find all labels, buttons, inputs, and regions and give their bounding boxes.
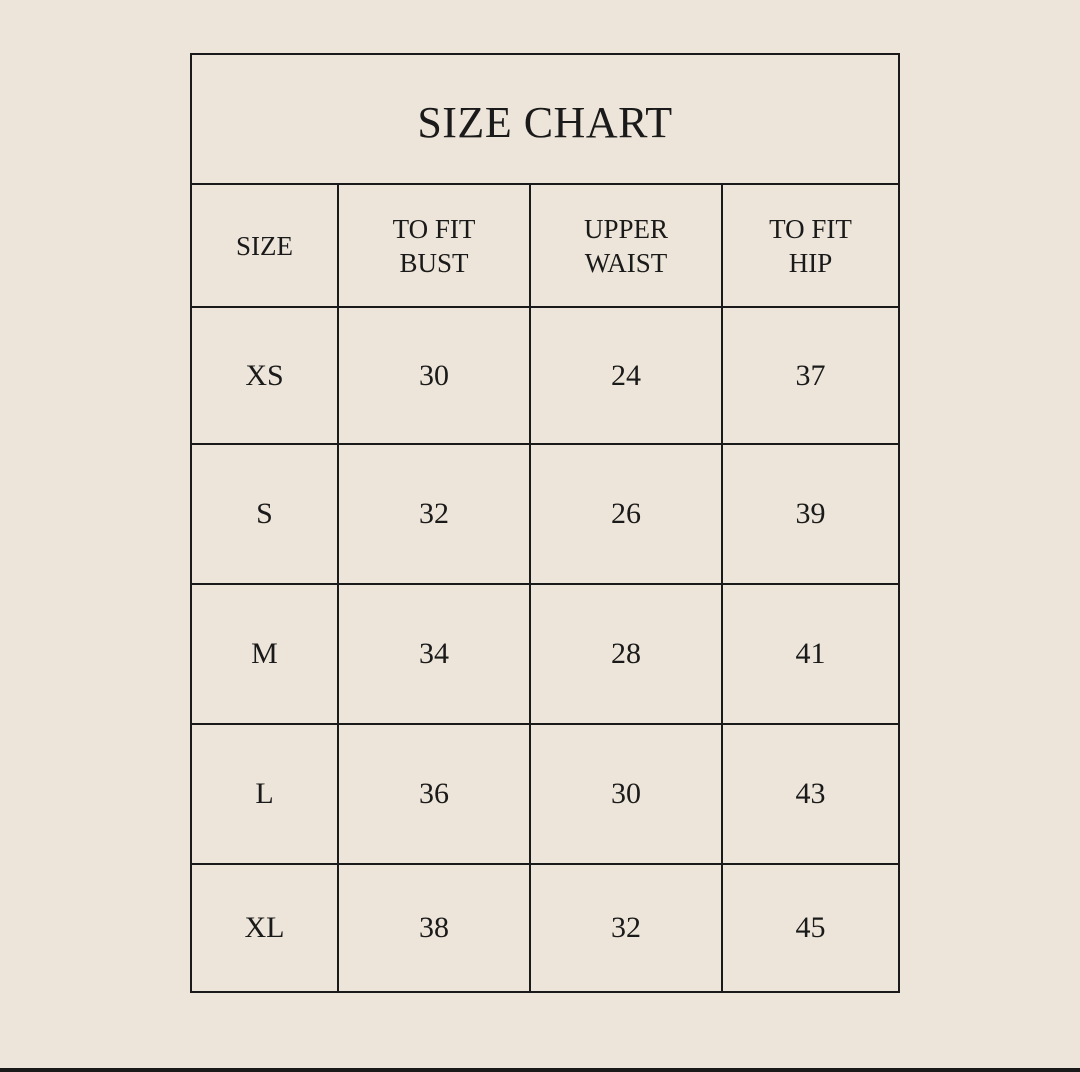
waist-cell <box>531 308 723 443</box>
hip-value: 43 <box>795 777 826 810</box>
size-label: XL <box>244 911 285 944</box>
bust-cell <box>339 445 531 583</box>
hip-value: 41 <box>795 637 826 670</box>
size-chart-table <box>190 53 900 993</box>
header-cell-bust <box>339 185 531 306</box>
waist-value: 30 <box>611 777 641 810</box>
hip-value: 45 <box>795 911 826 944</box>
hip-cell <box>723 865 898 991</box>
bottom-divider <box>0 1068 1080 1072</box>
waist-value: 24 <box>611 358 641 392</box>
title-cell <box>192 55 898 185</box>
waist-cell <box>531 865 723 991</box>
table-row <box>192 308 898 445</box>
size-grid <box>192 185 898 991</box>
header-bust: TO FIT BUST <box>392 213 476 278</box>
hip-cell <box>723 585 898 723</box>
bust-value: 30 <box>419 358 449 392</box>
size-cell <box>192 865 339 991</box>
size-label: M <box>251 637 278 670</box>
hip-cell <box>723 445 898 583</box>
size-cell <box>192 445 339 583</box>
hip-value: 39 <box>795 497 826 530</box>
size-label: XS <box>245 358 284 392</box>
table-row <box>192 865 898 991</box>
bust-value: 36 <box>419 777 449 810</box>
header-waist: UPPER WAIST <box>583 213 669 278</box>
hip-cell <box>723 308 898 443</box>
waist-value: 32 <box>611 911 641 944</box>
table-row <box>192 445 898 585</box>
table-row <box>192 725 898 865</box>
waist-value: 28 <box>611 637 641 670</box>
header-size: SIZE <box>236 230 293 261</box>
header-cell-hip <box>723 185 898 306</box>
size-cell <box>192 308 339 443</box>
waist-cell <box>531 725 723 863</box>
waist-cell <box>531 585 723 723</box>
bust-cell <box>339 725 531 863</box>
bust-value: 32 <box>419 497 449 530</box>
bust-value: 38 <box>419 911 449 944</box>
size-label: L <box>255 777 274 810</box>
bust-cell <box>339 308 531 443</box>
header-cell-waist <box>531 185 723 306</box>
waist-cell <box>531 445 723 583</box>
bust-cell <box>339 865 531 991</box>
size-label: S <box>256 497 273 530</box>
hip-value: 37 <box>795 358 826 392</box>
header-hip: TO FIT HIP <box>769 213 852 278</box>
size-cell <box>192 585 339 723</box>
size-cell <box>192 725 339 863</box>
chart-title: SIZE CHART <box>417 97 673 147</box>
bust-cell <box>339 585 531 723</box>
table-row <box>192 585 898 725</box>
header-cell-size <box>192 185 339 306</box>
waist-value: 26 <box>611 497 641 530</box>
header-row <box>192 185 898 308</box>
hip-cell <box>723 725 898 863</box>
bust-value: 34 <box>419 637 449 670</box>
